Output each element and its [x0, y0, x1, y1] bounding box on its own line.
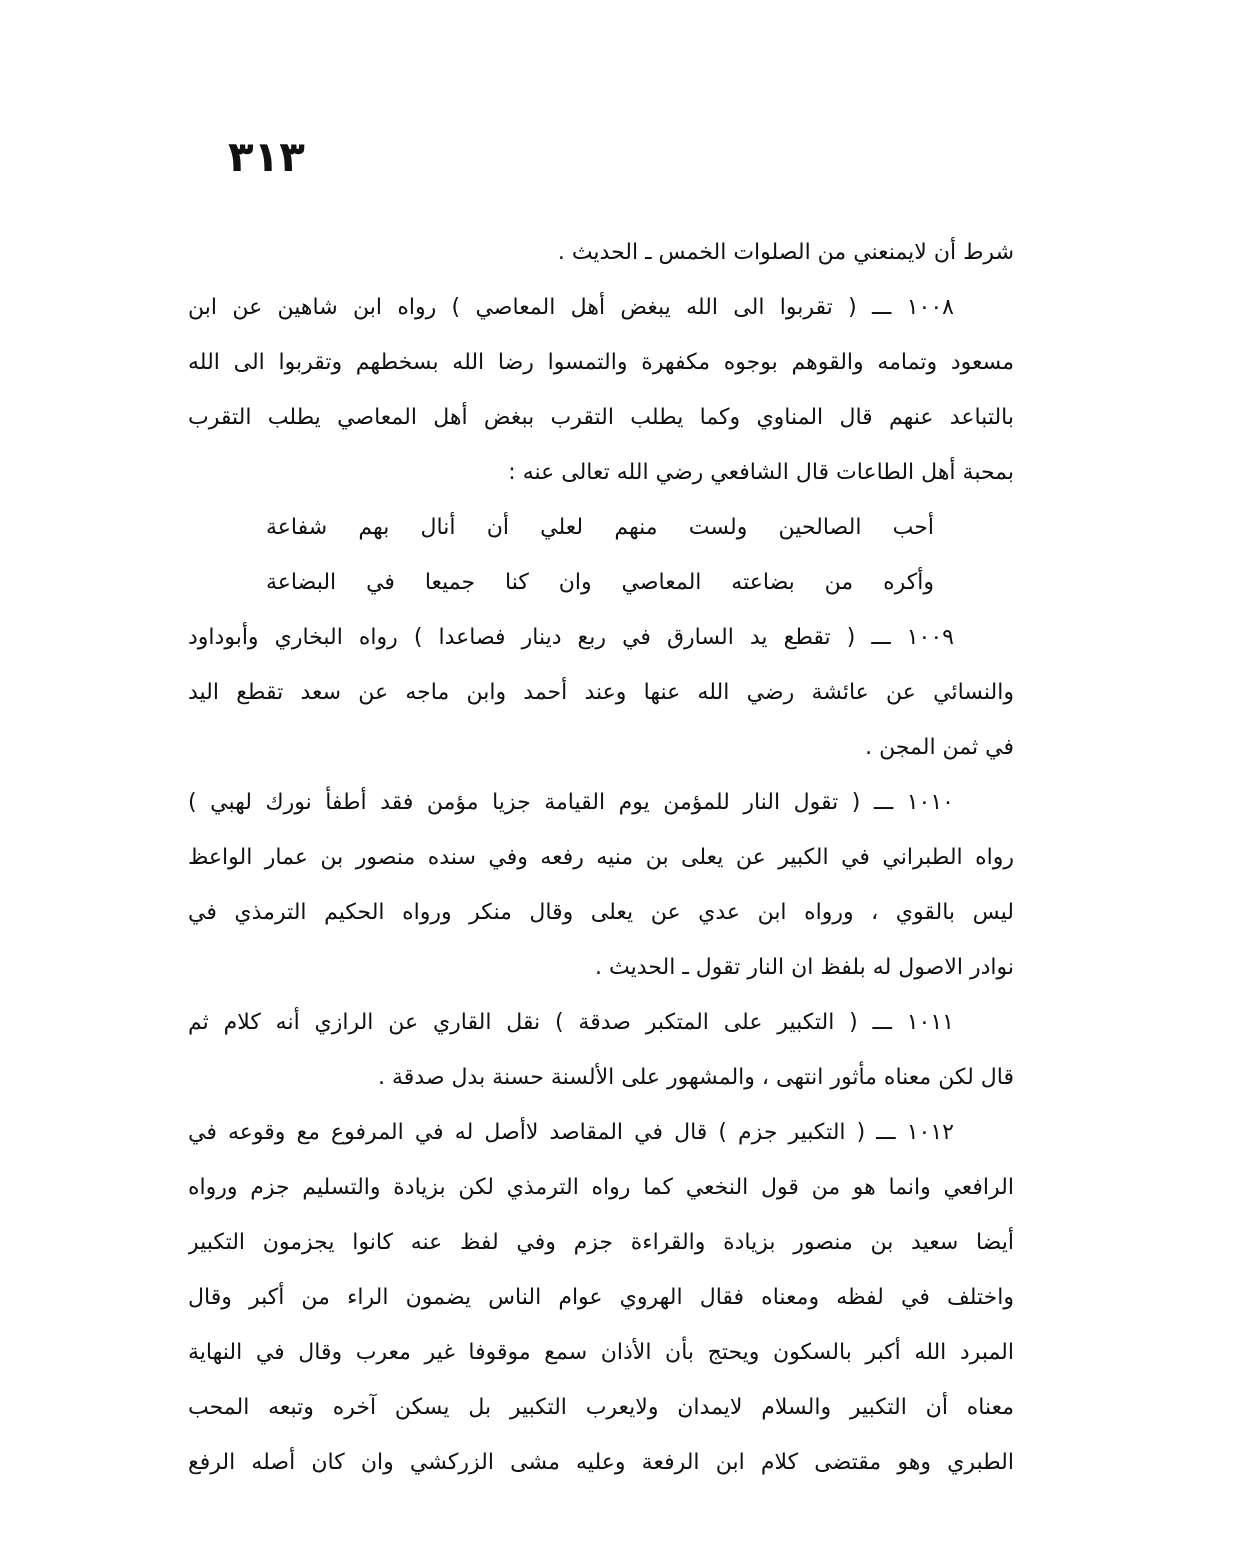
text-line: ١٠١٠ ـــ ( تقول النار للمؤمن يوم القيامة جزيا مؤمن فقد أطفأ نورك لهبي ) [188, 790, 954, 815]
text-line: ١٠١١ ـــ ( التكبير على المتكبر صدقة ) نقل القاري عن الرازي أنه كلام ثم [188, 1010, 954, 1035]
verse-line: أحب الصالحين ولست منهم لعلي أن أنال بهم شفاعة [266, 515, 934, 540]
text-line: ليس بالقوي ، ورواه ابن عدي عن يعلى وقال منكر ورواه الحكيم الترمذي في [188, 900, 1014, 925]
text-line: مسعود وتمامه والقوهم بوجوه مكفهرة والتمسوا رضا الله بسخطهم وتقربوا الى الله [188, 350, 1014, 375]
text-line: والنسائي عن عائشة رضي الله عنها وعند أحمد وابن ماجه عن سعد تقطع اليد [188, 680, 1014, 705]
text-line: ١٠٠٨ ـــ ( تقربوا الى الله يبغض أهل المعاصي ) رواه ابن شاهين عن ابن [188, 295, 954, 320]
page-number: ٣١٣ [228, 132, 305, 181]
text-line: أيضا سعيد بن منصور بزيادة والقراءة جزم وفي لفظ عنه كانوا يجزمون التكبير [188, 1230, 1014, 1255]
text-line: معناه أن التكبير والسلام لايمدان ولايعرب التكبير بل يسكن آخره وتبعه المحب [188, 1395, 1014, 1420]
text-line: ١٠١٢ ـــ ( التكبير جزم ) قال في المقاصد لاأصل له في المرفوع مع وقوعه في [188, 1120, 954, 1145]
text-block [188, 225, 1014, 1490]
text-line: المبرد الله أكبر بالسكون ويحتج بأن الأذان سمع موقوفا غير معرب وقال في النهاية [188, 1340, 1014, 1365]
text-line: نوادر الاصول له بلفظ ان النار تقول ـ الحديث . [595, 955, 1014, 980]
text-line: قال لكن معناه مأثور انتهى ، والمشهور على الألسنة حسنة بدل صدقة . [378, 1065, 1014, 1090]
text-line: رواه الطبراني في الكبير عن يعلى بن منيه رفعه وفي سنده منصور بن عمار الواعظ [188, 845, 1014, 870]
text-line: الطبري وهو مقتضى كلام ابن الرفعة وعليه مشى الزركشي وان كان أصله الرفع [188, 1450, 1014, 1475]
verse-line: وأكره من بضاعته المعاصي وان كنا جميعا في البضاعة [266, 570, 934, 595]
text-line: الرافعي وانما هو من قول النخعي كما رواه الترمذي لكن بزيادة والتسليم جزم ورواه [188, 1175, 1014, 1200]
text-line: في ثمن المجن . [865, 735, 1014, 760]
text-line: بمحبة أهل الطاعات قال الشافعي رضي الله تعالى عنه : [508, 460, 1014, 485]
text-line: بالتباعد عنهم قال المناوي وكما يطلب التقرب ببغض أهل المعاصي يطلب التقرب [188, 405, 1014, 430]
text-line: ١٠٠٩ ـــ ( تقطع يد السارق في ربع دينار فصاعدا ) رواه البخاري وأبوداود [188, 625, 954, 650]
text-line: واختلف في لفظه ومعناه فقال الهروي عوام الناس يضمون الراء من أكبر وقال [188, 1285, 1014, 1310]
text-line: شرط أن لايمنعني من الصلوات الخمس ـ الحديث . [557, 240, 1014, 265]
